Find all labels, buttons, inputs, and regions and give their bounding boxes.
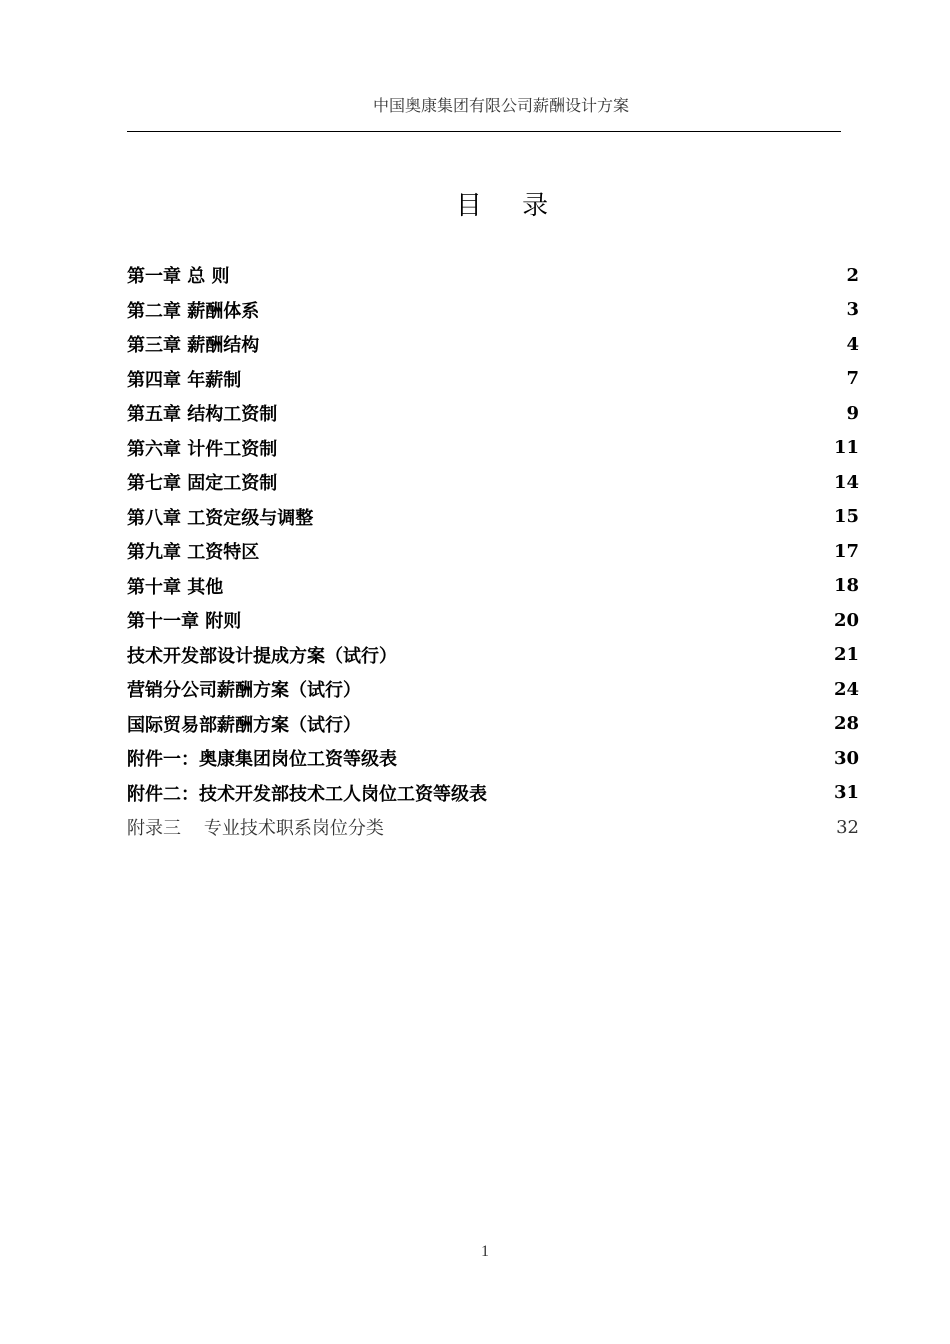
toc-entry-page: 20: [833, 609, 859, 631]
toc-entry[interactable]: [127, 638, 859, 673]
toc-title: 目 录: [455, 191, 565, 221]
toc-entry-page: 24: [833, 678, 859, 700]
toc-entry[interactable]: [127, 707, 859, 742]
page-number: 1: [481, 1243, 489, 1260]
toc-entry-label: 附件二：技术开发部技术工人岗位工资等级表: [127, 783, 487, 805]
toc-entry-page: 4: [846, 333, 859, 355]
toc-entry-label: 第四章 年薪制: [127, 369, 242, 391]
toc-entry-page: 9: [846, 402, 859, 424]
toc-entry-label: 第八章 工资定级与调整: [127, 507, 314, 529]
toc-entry-label: 第七章 固定工资制: [127, 473, 278, 495]
toc-entry[interactable]: [127, 534, 859, 569]
toc-entry-label: 附录三 专业技术职系岗位分类: [127, 818, 384, 840]
toc-entry-page: 21: [833, 644, 859, 666]
toc-entry-page: 28: [833, 713, 859, 735]
toc-entry-page: 18: [833, 575, 859, 597]
toc-entry-label: 国际贸易部薪酬方案（试行）: [127, 714, 361, 736]
toc-entry[interactable]: [127, 500, 859, 535]
toc-entry-page: 30: [833, 747, 859, 769]
toc-entry-page: 2: [846, 264, 859, 286]
toc-entry-page: 32: [836, 816, 859, 838]
toc-entry[interactable]: [127, 396, 859, 431]
toc-entry[interactable]: [127, 258, 859, 293]
toc-entry[interactable]: [127, 362, 859, 397]
toc-entry-label: 技术开发部设计提成方案（试行）: [127, 645, 397, 667]
toc-entry[interactable]: [127, 465, 859, 500]
toc-entry-page: 7: [846, 368, 859, 390]
toc-entry[interactable]: [127, 741, 859, 776]
toc-entry-label: 第九章 工资特区: [127, 542, 260, 564]
toc-entry-label: 第二章 薪酬体系: [127, 300, 260, 322]
toc-entry[interactable]: [127, 293, 859, 328]
table-of-contents: [127, 258, 859, 845]
toc-entry-label: 第六章 计件工资制: [127, 438, 278, 460]
toc-entry-page: 15: [833, 506, 859, 528]
toc-entry-page: 3: [846, 299, 859, 321]
toc-entry-label: 附件一：奥康集团岗位工资等级表: [127, 749, 397, 771]
toc-entry[interactable]: [127, 327, 859, 362]
toc-entry[interactable]: [127, 810, 859, 845]
toc-entry-label: 第一章 总 则: [127, 266, 230, 288]
toc-entry[interactable]: [127, 569, 859, 604]
toc-entry-page: 11: [833, 437, 859, 459]
toc-entry[interactable]: [127, 776, 859, 811]
toc-entry-page: 14: [833, 471, 859, 493]
toc-entry-label: 第五章 结构工资制: [127, 404, 278, 426]
toc-entry[interactable]: [127, 672, 859, 707]
page-header: 中国奥康集团有限公司薪酬设计方案: [372, 96, 629, 115]
toc-entry-page: 17: [833, 540, 859, 562]
toc-entry-label: 第十一章 附则: [127, 611, 242, 633]
toc-entry-label: 第三章 薪酬结构: [127, 335, 260, 357]
toc-entry-page: 31: [833, 782, 859, 804]
toc-entry-label: 第十章 其他: [127, 576, 224, 598]
header-divider: [127, 131, 841, 132]
toc-entry-label: 营销分公司薪酬方案（试行）: [127, 680, 361, 702]
toc-entry[interactable]: [127, 603, 859, 638]
toc-entry[interactable]: [127, 431, 859, 466]
